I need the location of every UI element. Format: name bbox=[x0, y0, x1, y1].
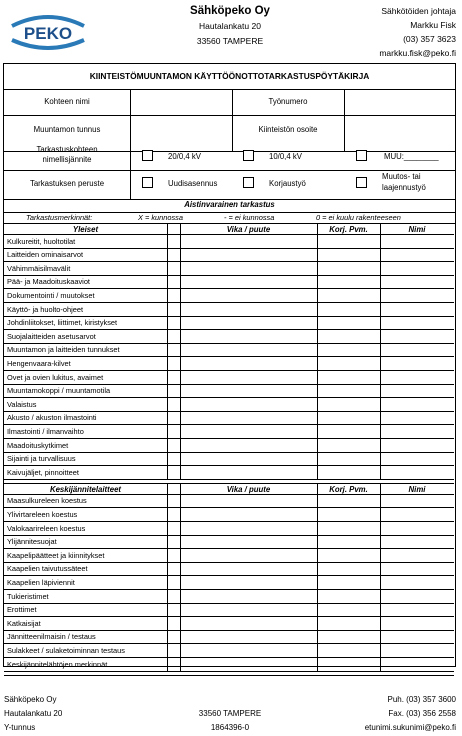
checklist-mark-cell[interactable] bbox=[167, 370, 180, 384]
checklist-mark-cell[interactable] bbox=[167, 316, 180, 330]
nimi-cell[interactable] bbox=[380, 521, 454, 535]
vika-puute-cell[interactable] bbox=[180, 248, 317, 262]
checklist-mark-cell[interactable] bbox=[167, 630, 180, 644]
korj-pvm-cell[interactable] bbox=[317, 343, 380, 357]
vika-puute-cell[interactable] bbox=[180, 452, 317, 466]
korj-pvm-cell[interactable] bbox=[317, 535, 380, 549]
checklist-mark-cell[interactable] bbox=[167, 302, 180, 316]
korj-pvm-cell[interactable] bbox=[317, 288, 380, 302]
vika-puute-cell[interactable] bbox=[180, 438, 317, 452]
korj-pvm-cell[interactable] bbox=[317, 494, 380, 508]
korj-pvm-cell[interactable] bbox=[317, 630, 380, 644]
vika-puute-cell[interactable] bbox=[180, 643, 317, 657]
nimi-cell[interactable] bbox=[380, 302, 454, 316]
checklist-mark-cell[interactable] bbox=[167, 234, 180, 248]
vika-puute-cell[interactable] bbox=[180, 384, 317, 398]
checklist-mark-cell[interactable] bbox=[167, 643, 180, 657]
nimi-cell[interactable] bbox=[380, 438, 454, 452]
checklist-item-label: Käyttö- ja huolto-ohjeet bbox=[7, 304, 84, 314]
korj-pvm-cell[interactable] bbox=[317, 616, 380, 630]
checklist-item-label: Maadoituskytkimet bbox=[7, 440, 69, 450]
option-muutostyo: Muutos- tai laajennustyö bbox=[382, 172, 426, 192]
option-10kv: 10/0,4 kV bbox=[269, 152, 302, 161]
checklist-mark-cell[interactable] bbox=[167, 657, 180, 671]
vika-puute-cell[interactable] bbox=[180, 507, 317, 521]
company-name: Sähköpeko Oy bbox=[190, 5, 270, 17]
checklist-item-label: Hengenvaara-kilvet bbox=[7, 358, 71, 368]
form-title: KIINTEISTÖMUUNTAMON KÄYTTÖÖNOTTOTARKASTUSPÖYTÄKIRJA bbox=[89, 71, 370, 81]
vika-puute-cell[interactable] bbox=[180, 657, 317, 671]
nimi-cell[interactable] bbox=[380, 397, 454, 411]
nimi-cell[interactable] bbox=[380, 261, 454, 275]
footer-center bbox=[180, 707, 280, 735]
column-korj-pvm: Korj. Pvm. bbox=[329, 225, 368, 234]
section-divider bbox=[4, 483, 454, 484]
checklist-item-label: Muuntamon ja laitteiden tunnukset bbox=[7, 345, 120, 355]
checklist-item-label: Ovet ja ovien lukitus, avaimet bbox=[7, 372, 104, 382]
checkbox-muutostyo[interactable] bbox=[356, 177, 367, 188]
footer-fax: Fax. (03) 356 2558 bbox=[388, 709, 456, 718]
checklist-item-label: Erottimet bbox=[7, 605, 37, 615]
column-divider bbox=[180, 483, 181, 671]
vika-puute-cell[interactable] bbox=[180, 275, 317, 289]
column-nimi: Nimi bbox=[408, 225, 426, 234]
korj-pvm-cell[interactable] bbox=[317, 356, 380, 370]
field-muuntamon-tunnus[interactable] bbox=[131, 116, 231, 150]
checklist-item-label: Keskijännitelähtöjen merkinnät bbox=[7, 659, 108, 669]
checklist-item-label: Jännitteenilmaisin / testaus bbox=[7, 632, 96, 642]
checkbox-10kv[interactable] bbox=[243, 150, 254, 161]
column-divider bbox=[380, 223, 381, 479]
korj-pvm-cell[interactable] bbox=[317, 261, 380, 275]
nimi-cell[interactable] bbox=[380, 603, 454, 617]
merkinnat-label: Tarkastusmerkinnät: bbox=[26, 213, 93, 222]
checklist-mark-cell[interactable] bbox=[167, 397, 180, 411]
nimi-cell[interactable] bbox=[380, 234, 454, 248]
column-divider bbox=[380, 483, 381, 671]
checklist-mark-cell[interactable] bbox=[167, 575, 180, 589]
checklist-item-label: Ylijännitesuojat bbox=[7, 537, 57, 547]
footer-company: Sähköpeko Oy bbox=[4, 695, 57, 704]
checklist-item-label: Sijainti ja turvallisuus bbox=[7, 454, 76, 464]
checklist-mark-cell[interactable] bbox=[167, 343, 180, 357]
column-nimi: Nimi bbox=[408, 484, 426, 494]
vika-puute-cell[interactable] bbox=[180, 397, 317, 411]
korj-pvm-cell[interactable] bbox=[317, 521, 380, 535]
korj-pvm-cell[interactable] bbox=[317, 397, 380, 411]
vika-puute-cell[interactable] bbox=[180, 329, 317, 343]
korj-pvm-cell[interactable] bbox=[317, 657, 380, 671]
korj-pvm-cell[interactable] bbox=[317, 275, 380, 289]
checklist-mark-cell[interactable] bbox=[167, 275, 180, 289]
row-divider bbox=[4, 671, 454, 672]
label-tarkastuskohteen: Tarkastuskohteen nimellisjännite bbox=[36, 145, 98, 164]
option-20kv: 20/0,4 kV bbox=[168, 152, 201, 161]
korj-pvm-cell[interactable] bbox=[317, 548, 380, 562]
nimi-cell[interactable] bbox=[380, 643, 454, 657]
nimi-cell[interactable] bbox=[380, 411, 454, 425]
checklist-mark-cell[interactable] bbox=[167, 465, 180, 479]
label-tyonumero: Työnumero bbox=[268, 97, 308, 106]
korj-pvm-cell[interactable] bbox=[317, 589, 380, 603]
footer-left bbox=[4, 693, 62, 735]
label-kiinteiston-osoite: Kiinteistön osoite bbox=[258, 125, 318, 134]
checklist-mark-cell[interactable] bbox=[167, 521, 180, 535]
korj-pvm-cell[interactable] bbox=[317, 329, 380, 343]
vika-puute-cell[interactable] bbox=[180, 356, 317, 370]
footer-postal: 33560 TAMPERE bbox=[198, 709, 262, 718]
vika-puute-cell[interactable] bbox=[180, 589, 317, 603]
contact-phone: (03) 357 3623 bbox=[403, 34, 456, 44]
checklist-item-label: Kulkureitit, huoltotilat bbox=[7, 236, 76, 246]
korj-pvm-cell[interactable] bbox=[317, 575, 380, 589]
vika-puute-cell[interactable] bbox=[180, 562, 317, 576]
inspection-form bbox=[3, 63, 456, 667]
korj-pvm-cell[interactable] bbox=[317, 643, 380, 657]
korj-pvm-cell[interactable] bbox=[317, 438, 380, 452]
nimi-cell[interactable] bbox=[380, 616, 454, 630]
label-kohteen-nimi: Kohteen nimi bbox=[44, 97, 90, 106]
column-divider bbox=[167, 483, 168, 671]
footer-email[interactable]: etunimi.sukunimi@peko.fi bbox=[364, 723, 456, 732]
checklist-item-label: Kaapelien läpiviennit bbox=[7, 577, 75, 587]
company-street: Hautalankatu 20 bbox=[199, 21, 261, 31]
nimi-cell[interactable] bbox=[380, 275, 454, 289]
korj-pvm-cell[interactable] bbox=[317, 424, 380, 438]
nimi-cell[interactable] bbox=[380, 370, 454, 384]
section-heading: Yleiset bbox=[72, 225, 99, 234]
checklist-item-label: Katkaisijat bbox=[7, 618, 41, 628]
checklist-table bbox=[4, 223, 454, 669]
nimi-cell[interactable] bbox=[380, 288, 454, 302]
checklist-item-label: Johdinliitokset, liittimet, kiristykset bbox=[7, 318, 118, 328]
section-divider bbox=[4, 675, 454, 676]
checklist-mark-cell[interactable] bbox=[167, 384, 180, 398]
vika-puute-cell[interactable] bbox=[180, 575, 317, 589]
nimi-cell[interactable] bbox=[380, 329, 454, 343]
vika-puute-cell[interactable] bbox=[180, 370, 317, 384]
checklist-item-label: Muuntamokoppi / muuntamotila bbox=[7, 386, 111, 396]
label-muuntamon-tunnus: Muuntamon tunnus bbox=[33, 125, 101, 134]
checklist-mark-cell[interactable] bbox=[167, 356, 180, 370]
company-postal: 33560 TAMPERE bbox=[196, 36, 264, 46]
vika-puute-cell[interactable] bbox=[180, 603, 317, 617]
column-divider bbox=[317, 223, 318, 479]
checklist-item-label: Ilmastointi / ilmanvaihto bbox=[7, 426, 84, 436]
vika-puute-cell[interactable] bbox=[180, 411, 317, 425]
checklist-mark-cell[interactable] bbox=[167, 494, 180, 508]
checklist-item-label: Suojalaitteiden asetusarvot bbox=[7, 331, 96, 341]
nimi-cell[interactable] bbox=[380, 343, 454, 357]
checklist-item-label: Valaistus bbox=[7, 399, 37, 409]
nimi-cell[interactable] bbox=[380, 452, 454, 466]
korj-pvm-cell[interactable] bbox=[317, 234, 380, 248]
vika-puute-cell[interactable] bbox=[180, 288, 317, 302]
contact-email[interactable]: markku.fisk@peko.fi bbox=[379, 48, 456, 58]
korj-pvm-cell[interactable] bbox=[317, 370, 380, 384]
checklist-item-label: Kaapelien taivutussäteet bbox=[7, 564, 88, 574]
checklist-mark-cell[interactable] bbox=[167, 288, 180, 302]
checkbox-muu[interactable] bbox=[356, 150, 367, 161]
column-vika-puute: Vika / puute bbox=[226, 225, 271, 234]
vika-puute-cell[interactable] bbox=[180, 548, 317, 562]
merkinta-0: 0 = ei kuulu rakenteeseen bbox=[316, 213, 401, 222]
checkbox-20kv[interactable] bbox=[142, 150, 153, 161]
nimi-cell[interactable] bbox=[380, 356, 454, 370]
nimi-cell[interactable] bbox=[380, 248, 454, 262]
vika-puute-cell[interactable] bbox=[180, 234, 317, 248]
checklist-mark-cell[interactable] bbox=[167, 248, 180, 262]
checklist-item-label: Tukieristimet bbox=[7, 591, 49, 601]
checklist-mark-cell[interactable] bbox=[167, 507, 180, 521]
checklist-item-label: Vähimmäisilmavälit bbox=[7, 263, 71, 273]
checklist-mark-cell[interactable] bbox=[167, 616, 180, 630]
section-heading: Keskijännitelaitteet bbox=[49, 484, 122, 494]
footer-ytunnus: 1864396-0 bbox=[210, 723, 250, 732]
checklist-mark-cell[interactable] bbox=[167, 261, 180, 275]
vika-puute-cell[interactable] bbox=[180, 465, 317, 479]
checklist-item-label: Valokaarireleen koestus bbox=[7, 523, 86, 533]
footer-phone: Puh. (03) 357 3600 bbox=[387, 695, 456, 704]
nimi-cell[interactable] bbox=[380, 507, 454, 521]
column-vika-puute: Vika / puute bbox=[226, 484, 271, 494]
vika-puute-cell[interactable] bbox=[180, 630, 317, 644]
vika-puute-cell[interactable] bbox=[180, 616, 317, 630]
merkinta-x: X = kunnossa bbox=[138, 213, 183, 222]
nimi-cell[interactable] bbox=[380, 465, 454, 479]
nimi-cell[interactable] bbox=[380, 535, 454, 549]
korj-pvm-cell[interactable] bbox=[317, 411, 380, 425]
nimi-cell[interactable] bbox=[380, 316, 454, 330]
vika-puute-cell[interactable] bbox=[180, 316, 317, 330]
checklist-mark-cell[interactable] bbox=[167, 603, 180, 617]
checklist-item-label: Akusto / akuston ilmastointi bbox=[7, 413, 97, 423]
checkbox-uudisasennus[interactable] bbox=[142, 177, 153, 188]
korj-pvm-cell[interactable] bbox=[317, 384, 380, 398]
nimi-cell[interactable] bbox=[380, 384, 454, 398]
checklist-mark-cell[interactable] bbox=[167, 411, 180, 425]
row-divider bbox=[4, 479, 454, 480]
checklist-mark-cell[interactable] bbox=[167, 562, 180, 576]
field-tyonumero[interactable] bbox=[345, 90, 455, 114]
peko-logo bbox=[6, 10, 90, 54]
korj-pvm-cell[interactable] bbox=[317, 465, 380, 479]
vika-puute-cell[interactable] bbox=[180, 535, 317, 549]
footer-street: Hautalankatu 20 bbox=[4, 709, 63, 718]
korj-pvm-cell[interactable] bbox=[317, 316, 380, 330]
vika-puute-cell[interactable] bbox=[180, 302, 317, 316]
option-muu[interactable]: MUU:________ bbox=[384, 152, 439, 161]
korj-pvm-cell[interactable] bbox=[317, 302, 380, 316]
nimi-cell[interactable] bbox=[380, 630, 454, 644]
checklist-mark-cell[interactable] bbox=[167, 589, 180, 603]
column-divider bbox=[180, 223, 181, 479]
checklist-mark-cell[interactable] bbox=[167, 438, 180, 452]
checklist-mark-cell[interactable] bbox=[167, 424, 180, 438]
label-peruste: Tarkastuksen peruste bbox=[29, 179, 105, 188]
vika-puute-cell[interactable] bbox=[180, 261, 317, 275]
logo-text: PEKO bbox=[23, 24, 73, 43]
merkinta-viiva: - = ei kunnossa bbox=[224, 213, 275, 222]
contact-title: Sähkötöiden johtaja bbox=[381, 6, 456, 16]
nimi-cell[interactable] bbox=[380, 548, 454, 562]
nimi-cell[interactable] bbox=[380, 562, 454, 576]
option-korjaustyo: Korjaustyö bbox=[269, 179, 306, 188]
aistinvarainen-heading: Aistinvarainen tarkastus bbox=[184, 200, 275, 209]
checklist-mark-cell[interactable] bbox=[167, 548, 180, 562]
vika-puute-cell[interactable] bbox=[180, 494, 317, 508]
field-kiinteiston-osoite[interactable] bbox=[345, 116, 455, 150]
contact-block bbox=[379, 4, 456, 60]
checklist-item-label: Maasulkureleen koestus bbox=[7, 496, 87, 506]
korj-pvm-cell[interactable] bbox=[317, 603, 380, 617]
column-korj-pvm: Korj. Pvm. bbox=[329, 484, 368, 494]
contact-name: Markku Fisk bbox=[410, 20, 456, 30]
column-divider bbox=[317, 483, 318, 671]
field-kohteen-nimi[interactable] bbox=[131, 90, 231, 114]
korj-pvm-cell[interactable] bbox=[317, 562, 380, 576]
checklist-item-label: Kaivujäljet, pinnoitteet bbox=[7, 467, 79, 477]
column-divider bbox=[167, 223, 168, 479]
vika-puute-cell[interactable] bbox=[180, 424, 317, 438]
korj-pvm-cell[interactable] bbox=[317, 507, 380, 521]
nimi-cell[interactable] bbox=[380, 494, 454, 508]
checklist-item-label: Kaapelipäätteet ja kiinnitykset bbox=[7, 550, 105, 560]
checklist-item-label: Pää- ja Maadoituskaaviot bbox=[7, 277, 90, 287]
nimi-cell[interactable] bbox=[380, 657, 454, 671]
checklist-item-label: Sulakkeet / sulaketoiminnan testaus bbox=[7, 645, 125, 655]
checklist-item-label: Laitteiden ominaisarvot bbox=[7, 250, 84, 260]
nimi-cell[interactable] bbox=[380, 589, 454, 603]
korj-pvm-cell[interactable] bbox=[317, 248, 380, 262]
option-uudisasennus: Uudisasennus bbox=[168, 179, 218, 188]
checklist-mark-cell[interactable] bbox=[167, 535, 180, 549]
checklist-item-label: Ylivirtareleen koestus bbox=[7, 509, 78, 519]
checklist-item-label: Dokumentointi / muutokset bbox=[7, 290, 95, 300]
checkbox-korjaustyo[interactable] bbox=[243, 177, 254, 188]
nimi-cell[interactable] bbox=[380, 424, 454, 438]
company-address bbox=[150, 4, 310, 49]
vika-puute-cell[interactable] bbox=[180, 343, 317, 357]
korj-pvm-cell[interactable] bbox=[317, 452, 380, 466]
nimi-cell[interactable] bbox=[380, 575, 454, 589]
checklist-mark-cell[interactable] bbox=[167, 452, 180, 466]
footer-right bbox=[365, 693, 456, 735]
vika-puute-cell[interactable] bbox=[180, 521, 317, 535]
checklist-mark-cell[interactable] bbox=[167, 329, 180, 343]
footer-ytunnus-label: Y-tunnus bbox=[4, 723, 36, 732]
